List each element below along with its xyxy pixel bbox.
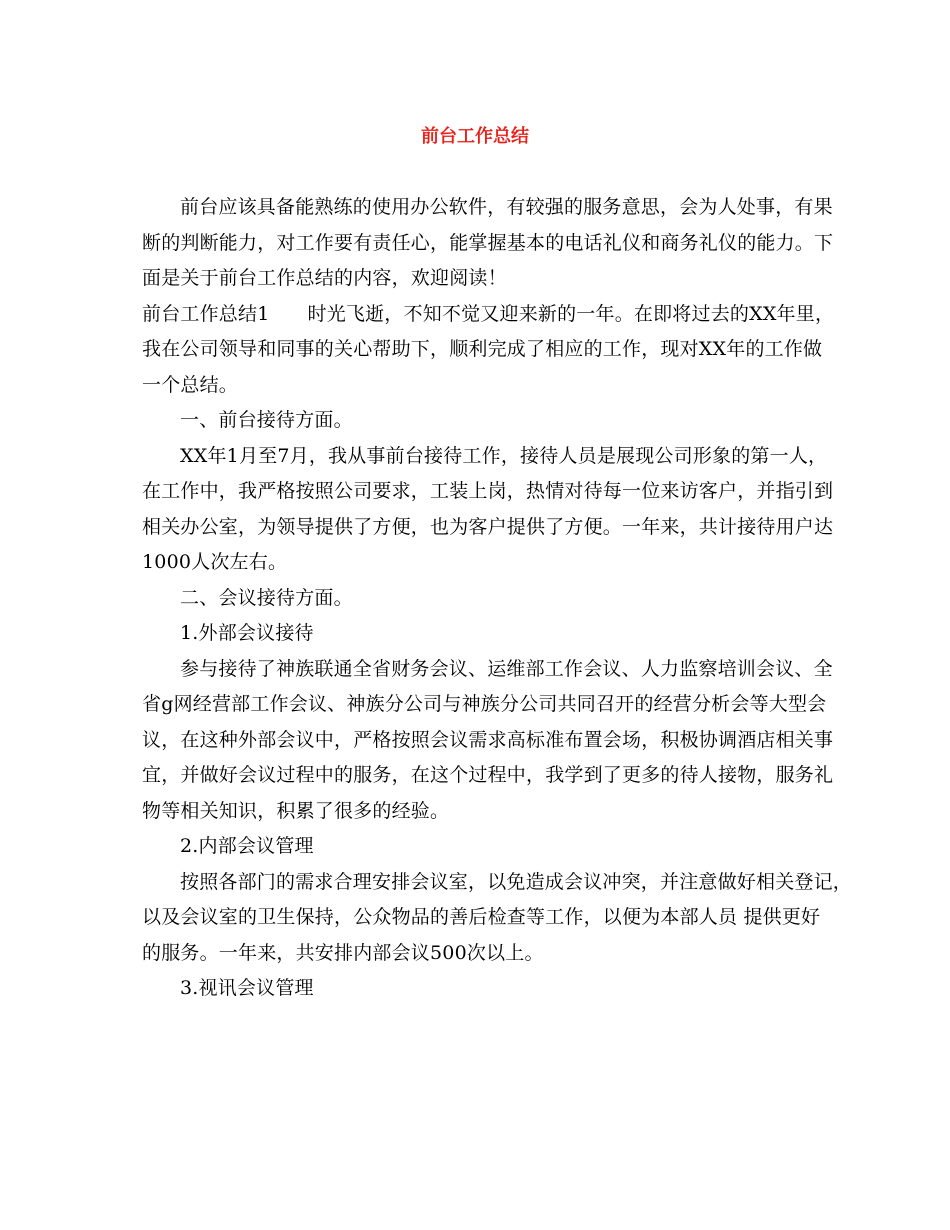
paragraph-line: 前台应该具备能熟练的使用办公软件，有较强的服务意思，会为人处事，有果 [180, 196, 833, 218]
paragraph-line: XX年1月至7月，我从事前台接待工作，接待人员是展现公司形象的第一人， [180, 444, 828, 467]
paragraph-line: 按照各部门的需求合理安排会议室，以免造成会议冲突，并注意做好相关登记， [180, 870, 853, 893]
document-title: 前台工作总结 [421, 126, 529, 147]
subheading-line: 一、前台接待方面。 [180, 409, 353, 431]
paragraph-line: 以及会议室的卫生保持，公众物品的善后检查等工作，以便为本部人员 提供更好 [142, 906, 821, 928]
paragraph-line: 1000人次左右。 [142, 551, 288, 573]
paragraph-line: 相关办公室，为领导提供了方便，也为客户提供了方便。一年来，共计接待用户达 [142, 515, 834, 538]
section-heading: 前台工作总结1 [142, 302, 270, 325]
paragraph-line: 宜，并做好会议过程中的服务，在这个过程中，我学到了更多的待人接物，服务礼 [142, 764, 834, 786]
document-body [142, 190, 853, 1007]
subheading-line: 1.外部会议接待 [180, 622, 314, 644]
subheading-line: 二、会议接待方面。 [180, 586, 353, 609]
subheading-line: 3.视讯会议管理 [180, 977, 314, 999]
paragraph-line: 省g网经营部工作会议、神族分公司与神族分公司共同召开的经营分析会等大型会 [142, 693, 827, 715]
paragraph-line: 断的判断能力，对工作要有责任心，能掌握基本的电话礼仪和商务礼仪的能力。下 [142, 231, 834, 254]
paragraph-line: 的服务。一年来，共安排内部会议500次以上。 [142, 941, 544, 964]
section-heading-line [142, 297, 835, 333]
subheading-line: 2.内部会议管理 [180, 835, 314, 857]
paragraph-line: 我在公司领导和同事的关心帮助下，顺利完成了相应的工作，现对XX年的工作做 [142, 338, 823, 360]
paragraph-line: 一个总结。 [142, 373, 239, 396]
paragraph-text: 时光飞逝，不知不觉又迎来新的一年。在即将过去的XX年里， [307, 302, 835, 325]
paragraph-line: 物等相关知识，积累了很多的经验。 [142, 799, 450, 822]
paragraph-line: 面是关于前台工作总结的内容，欢迎阅读！ [142, 267, 507, 289]
paragraph-line: 在工作中，我严格按照公司要求，工装上岗，热情对待每一位来访客户，并指引到 [142, 480, 834, 502]
paragraph-line: 议，在这种外部会议中，严格按照会议需求高标准布置会场，积极协调酒店相关事 [142, 728, 834, 751]
paragraph-line: 参与接待了神族联通全省财务会议、运维部工作会议、人力监察培训会议、全 [180, 657, 833, 680]
